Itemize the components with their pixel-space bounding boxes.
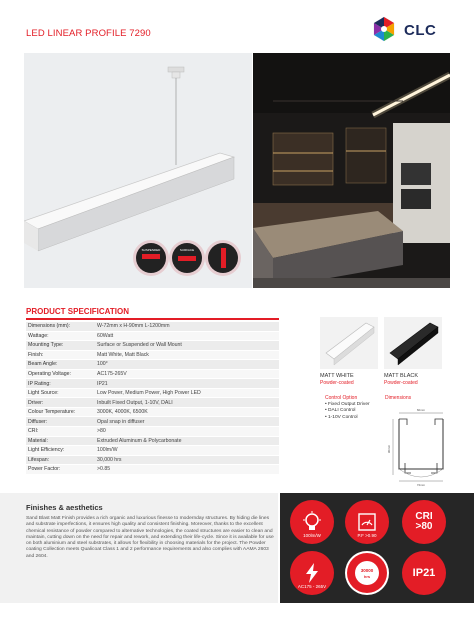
spec-value: Matt White, Matt Black xyxy=(97,351,149,358)
spec-label: Material: xyxy=(28,437,48,444)
meter-icon xyxy=(356,511,378,533)
spec-value: 30,000 hrs xyxy=(97,456,122,463)
matt-black-product-image xyxy=(384,317,442,369)
matt-white-product-image xyxy=(320,317,378,369)
spec-heading: PRODUCT SPECIFICATION xyxy=(26,307,129,316)
spec-value: 3000K, 4000K, 6500K xyxy=(97,409,148,416)
finishes-title: Finishes & aesthetics xyxy=(26,503,103,512)
spec-row xyxy=(26,398,279,408)
spec-label: Wattage: xyxy=(28,332,49,339)
bulb-icon xyxy=(301,511,323,533)
spec-row xyxy=(26,351,279,361)
spec-label: Colour Temperature: xyxy=(28,409,76,416)
dim-height-label: 90mm xyxy=(387,444,391,454)
spec-value: Inbuilt Fixed Output, 1-10V, DALI xyxy=(97,399,173,406)
lifespan-ring-icon xyxy=(345,551,389,595)
spec-value: Low Power, Medium Power, High Power LED xyxy=(97,390,201,397)
spec-value: AC175-265V xyxy=(97,371,127,377)
spec-value: >0.85 xyxy=(97,466,111,473)
callout-suspended xyxy=(133,240,169,276)
dimensions-title: Dimensions xyxy=(385,395,412,401)
spec-row xyxy=(26,370,279,380)
spec-value: W-72mm x H-90mm L-1200mm xyxy=(97,323,170,330)
cri-badge xyxy=(402,500,446,544)
callout-surface xyxy=(169,240,205,276)
control-option-item: • Fixed Output Driver xyxy=(325,402,370,407)
control-option-list xyxy=(325,402,370,421)
dim-inner-label: 60mm xyxy=(416,408,426,412)
callout-surface-label: SURFACE xyxy=(179,248,195,252)
spec-row xyxy=(26,465,279,475)
kitchen-scene-photo xyxy=(253,53,450,288)
variant-white-name: MATT WHITE xyxy=(320,373,354,379)
variant-black-finish: Powder-coated xyxy=(384,380,418,386)
page-title: LED LINEAR PROFILE 7290 xyxy=(26,28,151,39)
spec-label: Driver: xyxy=(28,399,44,406)
cri-title: CRI xyxy=(415,511,433,522)
logo-sphere-icon xyxy=(374,17,394,41)
spec-row xyxy=(26,446,279,456)
dim-width-label: 72mm xyxy=(416,483,426,487)
spec-label: Beam Angle: xyxy=(28,361,58,368)
spec-value: Surface or Suspended or Wall Mount xyxy=(97,342,182,349)
brand-name: CLC xyxy=(404,22,437,39)
finishes-body: Sand Blast Matt Finish provides a rich organic and luxurious finesse to modernday structures. By hiding die lines and substrate imperfections, it ensures high quality and consistent finishing. Moreover, thanks to the excellent chemical resistance of powder compared to alternative technologies, the coated structures are easier to clean and maintain, cutting down on the need for repair and rework, and extending their life-cycle. Since it is available for use on both aluminium and steel substrates, it allows for flexibility in choosing materials for the project. The Powder coating Collection meets Qualicoat Class 1 and 2 performance requirements and also complies with AAMA 2603 and 2604. xyxy=(26,516,274,559)
lightning-icon xyxy=(302,562,322,584)
spec-row xyxy=(26,437,279,447)
spec-row xyxy=(26,379,279,389)
lifespan-badge xyxy=(345,551,389,595)
spec-row xyxy=(26,456,279,466)
spec-label: IP Rating: xyxy=(28,380,51,387)
spec-label: Mounting Type: xyxy=(28,342,64,349)
spec-divider xyxy=(26,318,279,320)
spec-row xyxy=(26,417,279,427)
spec-value: >80 xyxy=(97,428,106,435)
callout-suspended-label: SUSPENDED xyxy=(141,248,161,252)
spec-label: Lifespan: xyxy=(28,456,50,463)
spec-label: Power Factor: xyxy=(28,466,61,473)
spec-row xyxy=(26,408,279,418)
control-option-title: Control Option xyxy=(325,395,358,401)
spec-row xyxy=(26,427,279,437)
power-factor-label: P.F >0.90 xyxy=(357,533,377,538)
callout-wall xyxy=(205,240,241,276)
spec-value: IP21 xyxy=(97,380,108,387)
efficacy-label: 100lm/W xyxy=(303,533,321,538)
lifespan-value: 30000 xyxy=(360,568,374,573)
spec-label: Light Source: xyxy=(28,390,59,397)
product-photo-suspended xyxy=(24,53,252,288)
spec-row xyxy=(26,332,279,342)
control-option-item: • DALI Control xyxy=(325,408,356,414)
spec-row xyxy=(26,389,279,399)
voltage-label: AC175 - 265V xyxy=(297,584,327,589)
spec-value: Opal snap in diffuser xyxy=(97,418,145,425)
control-option-item: • 1-10V Control xyxy=(325,414,358,420)
lifespan-unit: hrs xyxy=(363,574,371,579)
ip-rating-badge: IP21 xyxy=(402,551,446,595)
spec-label: CRI: xyxy=(28,428,39,435)
spec-label: Dimensions (mm): xyxy=(28,323,71,330)
spec-label: Light Efficiency: xyxy=(28,447,65,454)
spec-value: 60Watt xyxy=(97,332,114,339)
cri-value: >80 xyxy=(415,521,433,532)
spec-row xyxy=(26,341,279,351)
variant-black-name: MATT BLACK xyxy=(384,373,419,379)
spec-row xyxy=(26,360,279,370)
spec-table xyxy=(26,322,279,475)
dimension-drawing xyxy=(385,405,455,487)
spec-label: Diffuser: xyxy=(28,418,48,425)
spec-value: 100° xyxy=(97,361,108,368)
spec-row xyxy=(26,322,279,332)
spec-value: Extruded Aluminum & Polycarbonate xyxy=(97,437,182,444)
spec-value: 100lm/W xyxy=(97,447,118,454)
spec-label: Finish: xyxy=(28,351,44,358)
spec-label: Operating Voltage: xyxy=(28,371,71,377)
variant-white-finish: Powder-coated xyxy=(320,380,354,386)
